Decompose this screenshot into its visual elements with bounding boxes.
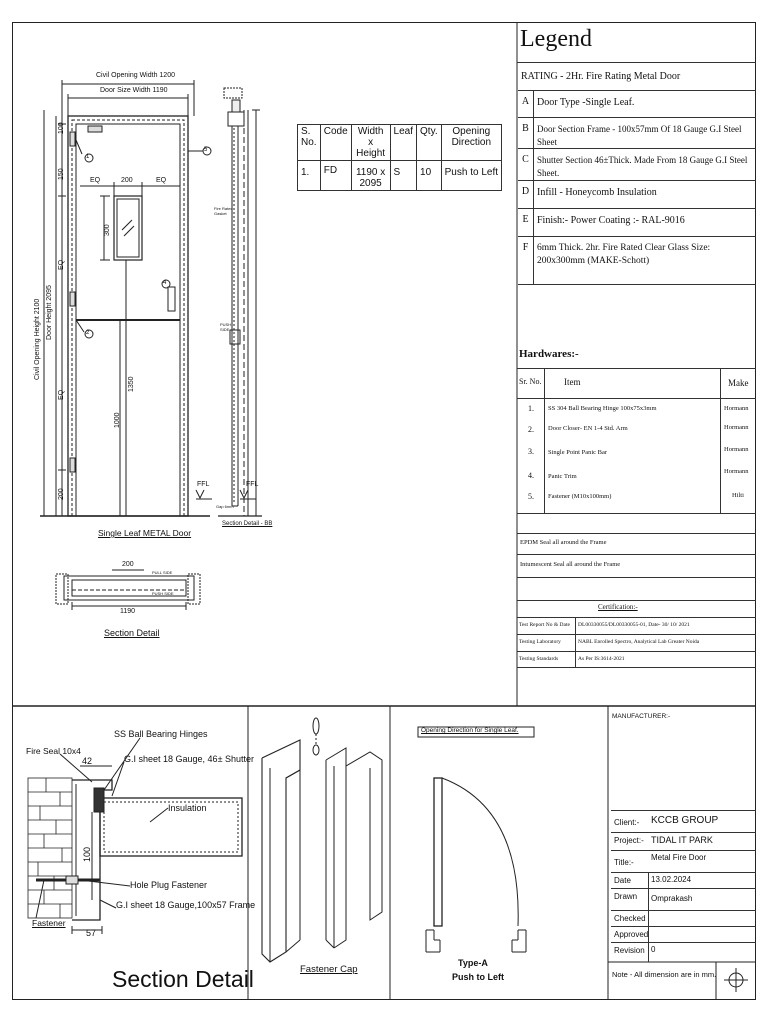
cert-row-sep-2	[517, 651, 756, 652]
table-row	[298, 161, 502, 191]
legend-row-b	[518, 118, 756, 149]
legend-row-c	[518, 149, 756, 181]
label-gi-frame: G.I sheet 18 Gauge,100x57 Frame	[116, 900, 256, 910]
cert-value-3: As Per IS:3614-2021	[578, 656, 625, 662]
label-gi-shutter: G.I sheet 18 Gauge, 46± Shutter	[124, 754, 255, 764]
tb-label-drawn: Drawn	[614, 892, 638, 901]
tb-value-drawn: Omprakash	[651, 894, 693, 903]
tb-value-project: TIDAL IT PARK	[651, 835, 713, 845]
hw-notes-bottom	[517, 577, 756, 578]
cert-row-sep-1	[517, 634, 756, 635]
door-schedule-table	[297, 124, 502, 191]
tb-value-title: Metal Fire Door	[651, 853, 707, 862]
cell-sno: 1.	[298, 161, 321, 191]
header-qty: Qty.	[417, 125, 442, 161]
tb-label-checked: Checked	[614, 914, 646, 923]
tb-label-project: Project:-	[614, 836, 644, 845]
table-header-row	[298, 125, 502, 161]
legend-value-d: Infill - Honeycomb Insulation	[537, 187, 657, 198]
hw-no-2: 2.	[528, 425, 534, 434]
gasket-label: Fire Rated Gasket	[214, 206, 233, 216]
tb-row-revision	[611, 942, 756, 962]
hw-item-3: Single Point Panic Bar	[548, 449, 608, 456]
tb-label-title: Title:-	[614, 858, 634, 867]
hw-no-4: 4.	[528, 471, 534, 480]
dim-eq-right: EQ	[156, 177, 167, 184]
legend-key-b: B	[518, 118, 534, 148]
legend-value-b: Door Section Frame - 100x57mm Of 18 Gauge G.I Steel Sheet	[537, 124, 742, 147]
legend-key-d: D	[518, 181, 534, 208]
cert-label-3: Testing Standards	[519, 656, 559, 662]
hw-col-sep-1	[544, 368, 545, 514]
marker-1: 1	[86, 154, 90, 160]
hw-make-4: Hormann	[724, 468, 749, 475]
legend-key-e: E	[518, 209, 534, 236]
header-sno: S. No.	[298, 125, 321, 161]
door-width-label: Door Size Width 1190	[100, 87, 168, 94]
cell-code: FD	[320, 161, 351, 191]
legend-key-f: F	[518, 237, 534, 284]
plan-caption: Section Detail	[104, 628, 160, 638]
hw-make-3: Hormann	[724, 446, 749, 453]
legend-divider	[517, 62, 756, 63]
plan-dim-1190: 1190	[120, 608, 136, 615]
cert-label-1: Test Report No & Date	[519, 622, 570, 628]
hw-make-1: Hormann	[724, 405, 749, 412]
hw-notes-top	[517, 533, 756, 534]
tb-row-client	[611, 810, 756, 832]
cell-size: 1190 x 2095	[351, 161, 390, 191]
fastener-cap-title: Fastener Cap	[300, 964, 358, 975]
marker-2: 2	[86, 330, 90, 336]
header-size: Width x Height	[351, 125, 390, 161]
hw-no-5: 5.	[528, 492, 534, 501]
tb-label-client: Client:-	[614, 818, 640, 827]
projection-symbol-icon	[728, 972, 744, 988]
dim-150: 150	[58, 168, 65, 180]
dim-300: 300	[104, 224, 111, 236]
hw-item-2: Door Closer- EN 1-4 Std. Arm	[548, 425, 628, 432]
door-height-label: Door Height 2095	[46, 285, 53, 340]
hw-note-epdm: EPDM Seal all around the Frame	[520, 539, 607, 546]
hw-make-2: Hormann	[724, 424, 749, 431]
push-side-label: PUSH SIDE	[220, 322, 232, 332]
tb-label-date: Date	[614, 876, 631, 885]
tb-row-title	[611, 850, 756, 872]
legend-value-a: Door Type -Single Leaf.	[537, 97, 635, 108]
dim-57: 57	[86, 928, 97, 938]
legend-key-a: A	[518, 91, 534, 117]
hw-header-divider	[517, 398, 756, 399]
legend-value-c: Shutter Section 46±Thick. Made From 18 Gauge G.I Steel Sheet.	[537, 155, 748, 178]
plan-push-side: PUSH SIDE	[152, 591, 174, 596]
hw-note-intumescent: Intumescent Seal all around the Frame	[520, 561, 621, 568]
cell-direction: Push to Left	[441, 161, 501, 191]
tb-row-project	[611, 832, 756, 850]
marker-5: 5	[204, 147, 208, 153]
cell-leaf: S	[390, 161, 416, 191]
ffl-label-1: FFL	[197, 481, 210, 488]
hardwares-title: Hardwares:-	[519, 348, 579, 360]
legend-value-e: Finish:- Power Coating :- RAL-9016	[537, 215, 685, 226]
tb-label-revision: Revision	[614, 946, 645, 955]
dim-1350: 1350	[128, 376, 135, 392]
tb-value-client: KCCB GROUP	[651, 815, 719, 826]
hw-item-4: Panic Trim	[548, 473, 577, 480]
tb-row-approved	[611, 926, 756, 942]
cert-label-2: Testing Laboratory	[519, 639, 561, 645]
hw-item-1: SS 304 Ball Bearing Hinge 100x75x3mm	[548, 405, 657, 412]
header-leaf: Leaf	[390, 125, 416, 161]
tb-row-checked	[611, 910, 756, 926]
hw-make-5: Hilti	[732, 492, 744, 499]
label-fastener: Fastener	[32, 918, 66, 928]
hw-header-item: Item	[564, 377, 581, 387]
dim-100-frame: 100	[82, 846, 92, 862]
cert-top-line	[517, 600, 756, 601]
marker-4: 4	[163, 280, 167, 286]
label-insulation: Insulation	[168, 803, 207, 813]
tb-row-drawn	[611, 888, 756, 910]
legend-row-a	[518, 91, 756, 118]
cert-value-1: DL00330055/DL00330055-01, Date- 30/ 10/ 2021	[578, 622, 690, 628]
hw-item-5: Fastener (M10x100mm)	[548, 493, 612, 500]
legend-row-e	[518, 209, 756, 237]
opening-type: Type-A	[458, 958, 488, 968]
label-hole-plug: Hole Plug Fastener	[130, 880, 208, 890]
dim-eq-left: EQ	[90, 177, 101, 184]
cert-title: Certification:-	[598, 603, 638, 611]
legend-row-d	[518, 181, 756, 209]
ffl-label-2: FFL	[246, 481, 259, 488]
bottom-section-title: Section Detail	[112, 966, 254, 992]
legend-row-f	[518, 237, 756, 285]
elevation-caption: Single Leaf METAL Door	[98, 528, 192, 538]
tb-value-date: 13.02.2024	[651, 875, 692, 884]
tb-value-revision: 0	[651, 945, 656, 954]
hw-header-no: Sr. No.	[519, 377, 542, 386]
civil-height-label: Civil Opening Height 2100	[34, 298, 41, 380]
cell-qty: 10	[417, 161, 442, 191]
cert-value-2: NABL Enrolled Spectro, Analytical Lab Greater Noida	[578, 639, 700, 645]
hw-no-1: 1.	[528, 404, 534, 413]
dim-200-bottom: 200	[58, 488, 65, 500]
opening-direction-text: Push to Left	[452, 972, 504, 982]
dim-eq-2: EQ	[58, 389, 65, 400]
tb-note: Note - All dimension are in mm.	[612, 970, 717, 979]
dim-eq-1: EQ	[58, 259, 65, 270]
section-bb-caption: Section Detail - BB	[222, 521, 273, 527]
hw-col-sep-2	[720, 368, 721, 514]
dim-200-top: 200	[121, 177, 133, 184]
legend-value-f: 6mm Thick. 2hr. Fire Rated Clear Glass Size: 200x300mm (MAKE-Schott)	[537, 243, 711, 266]
plan-pull-side: PULL SIDE	[152, 570, 173, 575]
cert-col-sep	[575, 617, 576, 668]
header-code: Code	[320, 125, 351, 161]
dim-100: 100	[58, 122, 65, 134]
manufacturer-label: MANUFACTURER:-	[612, 713, 671, 720]
label-hinges: SS Ball Bearing Hinges	[114, 729, 208, 739]
plan-dim-200: 200	[122, 561, 134, 568]
opening-direction-title: Opening Direction for Single Leaf.	[421, 727, 519, 734]
legend-key-c: C	[518, 149, 534, 180]
dim-1000: 1000	[114, 412, 121, 428]
label-fire-seal: Fire Seal 10x4	[26, 746, 81, 756]
tb-col-sep	[648, 872, 649, 962]
hw-notes-mid	[517, 554, 756, 555]
dim-42: 42	[82, 756, 93, 766]
tb-label-approved: Approved	[614, 930, 649, 939]
hw-no-3: 3.	[528, 447, 534, 456]
header-direction: Opening Direction	[441, 125, 501, 161]
hw-header-make: Make	[728, 378, 749, 388]
legend-title: Legend	[520, 26, 592, 52]
civil-width-label: Civil Opening Width 1200	[96, 72, 175, 79]
tb-row-date	[611, 872, 756, 888]
gap-label: Gap 6mm	[216, 504, 234, 509]
legend-rating: RATING - 2Hr. Fire Rating Metal Door	[521, 71, 681, 82]
